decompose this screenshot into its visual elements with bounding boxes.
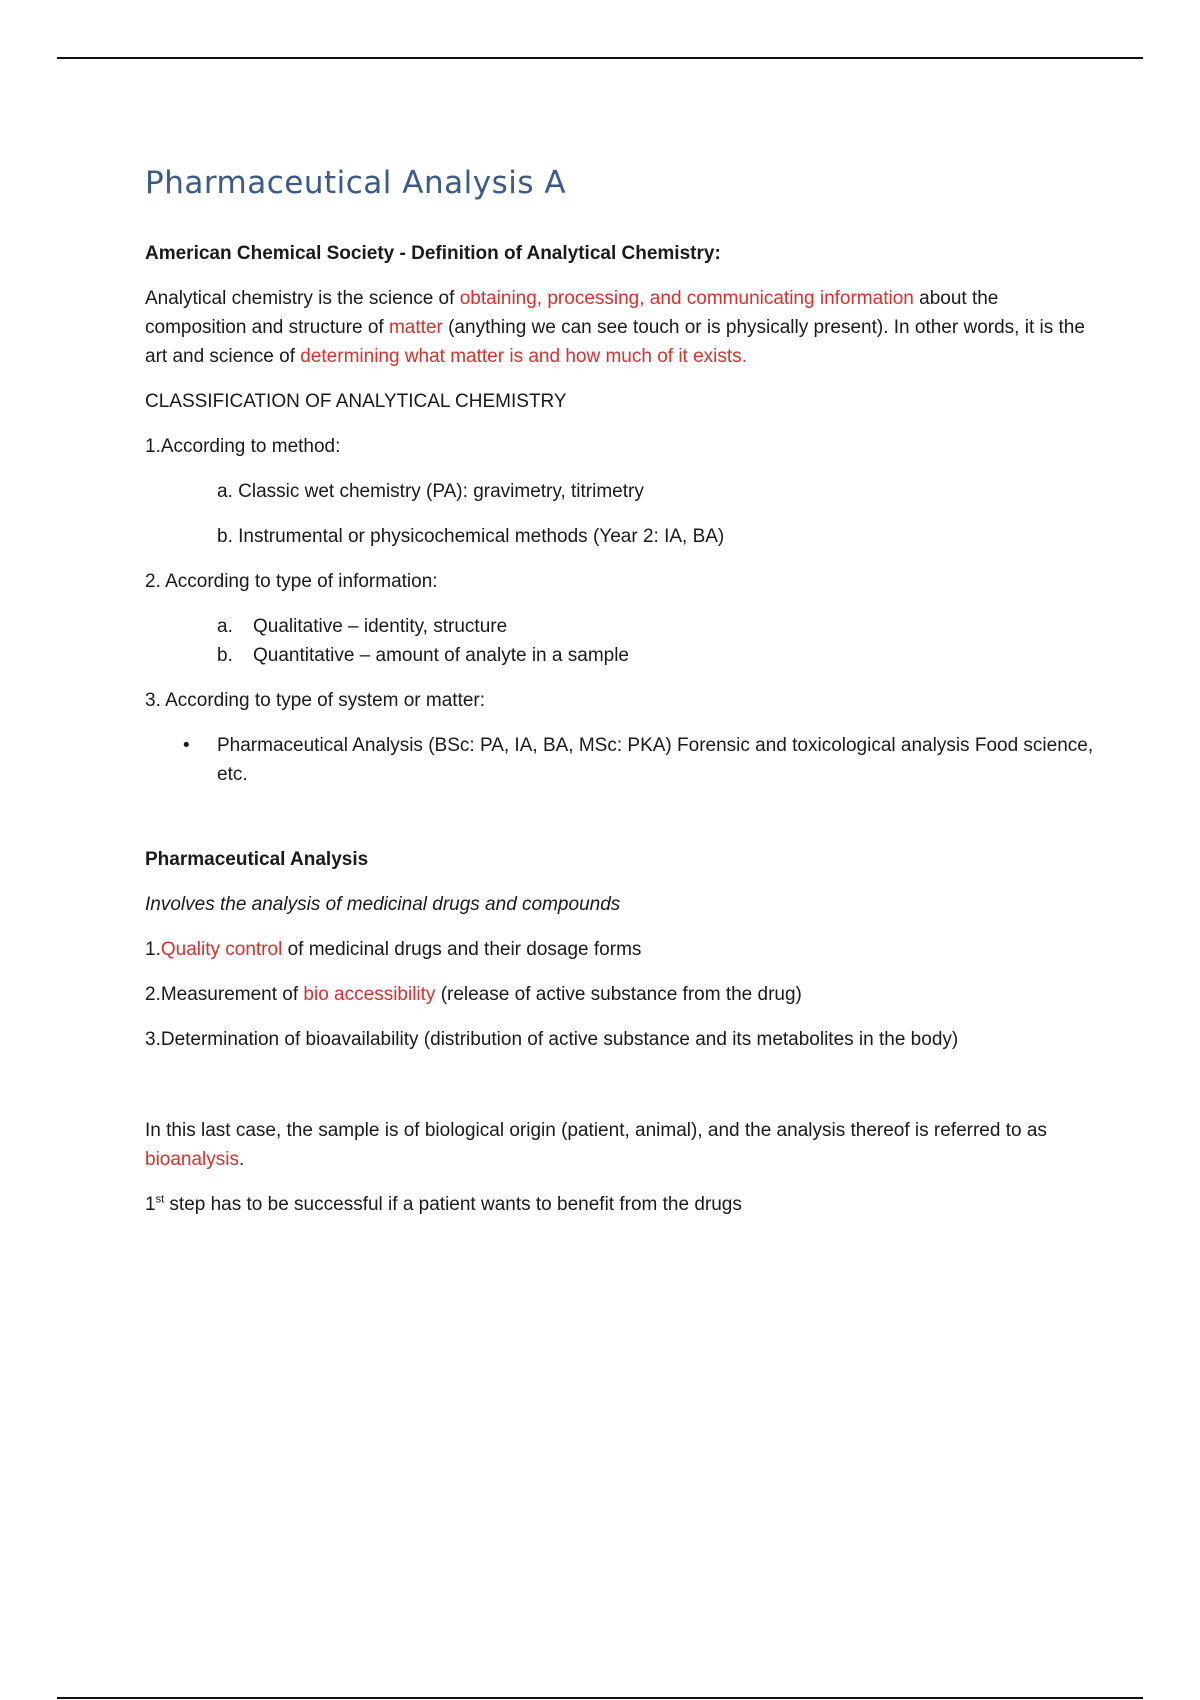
definition-highlight-2: matter — [388, 317, 443, 338]
bullet-icon: • — [183, 735, 190, 756]
list-marker: b. — [217, 645, 233, 666]
pa-item-2 — [145, 980, 1095, 1009]
document-body — [145, 165, 1095, 1219]
system-type-item — [145, 731, 1095, 789]
info-type-list — [145, 612, 1095, 670]
system-type-text: Pharmaceutical Analysis (BSc: PA, IA, BA, MSc: PKA) Forensic and toxicological analysis Food science, etc. — [217, 735, 1094, 785]
last-case-text: In this last case, the sample is of biological origin (patient, animal), and the analysis thereof is referred to as — [145, 1120, 1047, 1141]
list-item-text: Qualitative – identity, structure — [253, 616, 508, 637]
method-item-b: b. Instrumental or physicochemical methods (Year 2: IA, BA) — [217, 526, 725, 547]
classification-heading: CLASSIFICATION OF ANALYTICAL CHEMISTRY — [145, 391, 567, 412]
pa-heading: Pharmaceutical Analysis — [145, 849, 369, 870]
list-item — [217, 641, 1095, 670]
definition-text-1: Analytical chemistry is the science of — [145, 288, 460, 309]
pa-item-1-highlight: Quality control — [160, 939, 283, 960]
pa-item-1-text: of medicinal drugs and their dosage forms — [282, 939, 642, 960]
page-title: Pharmaceutical Analysis A — [145, 165, 567, 201]
definition-text-3: (anything we can see touch or is physically present). In other words, it is the art and science of — [145, 317, 1085, 367]
header-rule — [57, 57, 1143, 59]
method-heading: 1.According to method: — [145, 436, 341, 457]
definition-text-2: about the composition and structure of — [145, 288, 999, 338]
last-case-period: . — [239, 1149, 245, 1170]
pa-item-3: 3.Determination of bioavailability (distribution of active substance and its metabolites in the body) — [145, 1029, 959, 1050]
pa-item-2-highlight: bio accessibility — [303, 984, 436, 1005]
list-marker: a. — [217, 616, 233, 637]
system-type-heading: 3. According to type of system or matter: — [145, 690, 486, 711]
pa-intro: Involves the analysis of medicinal drugs and compounds — [145, 894, 621, 915]
acs-heading: American Chemical Society - Definition of Analytical Chemistry: — [145, 243, 721, 264]
first-step-text: step has to be successful if a patient wants to benefit from the drugs — [164, 1194, 742, 1215]
definition-highlight-1: obtaining, processing, and communicating information — [459, 288, 914, 309]
first-step-ordinal: st — [155, 1193, 165, 1206]
first-step-paragraph — [145, 1190, 1095, 1219]
definition-highlight-3: determining what matter is and how much of it exists — [300, 346, 742, 367]
last-case-paragraph — [145, 1116, 1095, 1174]
pa-item-2-text-1: 2.Measurement of — [145, 984, 304, 1005]
first-step-number: 1 — [145, 1194, 156, 1215]
footer-rule — [57, 1697, 1143, 1699]
last-case-highlight: bioanalysis — [145, 1149, 239, 1170]
list-item — [217, 612, 1095, 641]
list-item-text: Quantitative – amount of analyte in a sample — [253, 645, 630, 666]
pa-item-2-text-2: (release of active substance from the drug) — [435, 984, 802, 1005]
method-item-a: a. Classic wet chemistry (PA): gravimetry, titrimetry — [217, 481, 644, 502]
info-type-heading: 2. According to type of information: — [145, 571, 438, 592]
pa-item-1-number: 1. — [145, 939, 161, 960]
definition-paragraph — [145, 284, 1095, 371]
definition-period: . — [741, 346, 747, 367]
pa-item-1 — [145, 935, 1095, 964]
